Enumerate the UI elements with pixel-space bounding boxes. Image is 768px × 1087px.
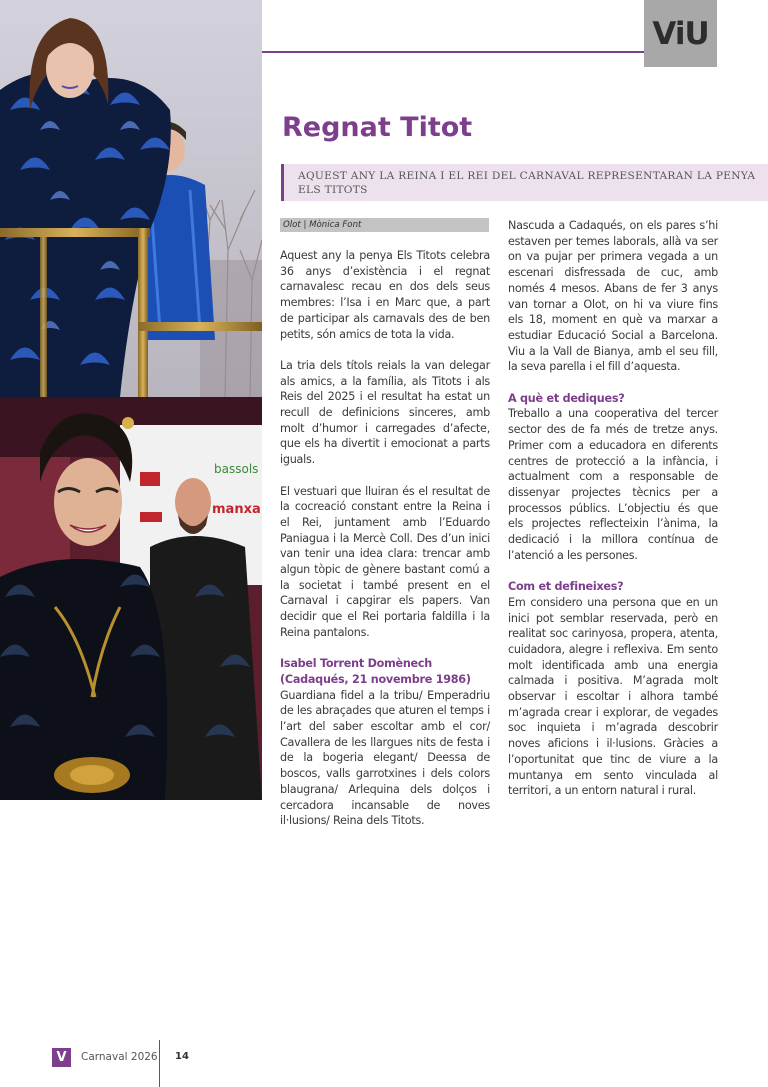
article-title: Regnat Titot bbox=[282, 112, 473, 143]
article-subtitle-band bbox=[281, 164, 768, 201]
photo-carnival-kings-top bbox=[0, 0, 262, 397]
article-column-left bbox=[280, 248, 490, 829]
paragraph-titles: La tria dels títols reials la van delegar als amics, a la família, als Titots i als Reis del 2025 i el resultat ha estat un recull de definicions sinceres, amb molt d’humor i carregades d’afecte, que els ha divertit i emocionat a parts iguals. bbox=[280, 358, 490, 467]
photo-carnival-kings-bottom bbox=[0, 397, 262, 800]
profile-heading: Isabel Torrent Domènech (Cadaqués, 21 novembre 1986) bbox=[280, 657, 471, 686]
question-heading-define: Com et defineixes? bbox=[508, 580, 624, 594]
paragraph-costume: El vestuari que lluiran és el resultat de la cocreació constant entre la Reina i el Rei, juntament amb l’Eduardo Paniagua i la Mercè Coll. Des d’un inici van tenir una idea clara: trencar amb algun tòpic de gènere bastant comú a la societat i també present en el Carnaval i capgirar els papers. Van decidir que el Rei portaria faldilla i la Reina pantalons. bbox=[280, 484, 490, 639]
banner-sign-manxa: manxa bbox=[212, 502, 261, 517]
viu-logo bbox=[644, 0, 717, 67]
article-column-right bbox=[508, 218, 718, 799]
answer-define: Em considero una persona que en un inici pot semblar reservada, però en realitat soc carinyosa, propera, atenta, cuidadora, alegre i reflexiva. Em sento molt identificada amb una energia calmada i positiva. M’agrada molt observar i escoltar i alhora també m’agrada crear i explorar, de vegades soc inquieta i m’agrada descobrir noves aficions i il·lusions. Gràcies a l’oportunitat que tinc de viure a la muntanya em sento vinculada al territori, a un entorn natural i rural. bbox=[508, 595, 718, 798]
header-rule bbox=[262, 51, 644, 53]
paragraph-biography: Nascuda a Cadaqués, on els pares s’hi estaven per temes laborals, allà va ser on va pujar per primera vegada a un escenari disfressada de cuc, amb només 4 mesos. Abans de fer 3 anys van tornar a Olot, on hi va viure fins els 18, moment en què va marxar a estudiar Educació Social a Barcelona. Viu a la Vall de Bianya, amb el seu fill, la seva parella i el fill d’aquesta. bbox=[508, 219, 718, 374]
article-subtitle: AQUEST ANY LA REINA I EL REI DEL CARNAVAL REPRESENTARAN LA PENYA ELS TITOTS bbox=[298, 170, 756, 196]
page-number: 14 bbox=[175, 1051, 189, 1062]
footer-logo: V bbox=[52, 1048, 71, 1067]
answer-work: Treballo a una cooperativa del tercer sector des de fa més de tretze anys. Primer com a educadora en diferents centres de protecció a la infància, i actualment com a responsable de dissenyar projectes tècnics per a processos públics. L’objectiu és que els projectes reflecteixin l’ànima, la dedicació i la millora contínua de l’atenció a les persones. bbox=[508, 407, 718, 562]
banner-sign-bassols: bassols bbox=[214, 462, 259, 476]
footer-section-label: Carnaval 2026 bbox=[81, 1051, 158, 1063]
subtitle-accent-bar bbox=[281, 164, 284, 201]
question-heading-work: A què et dediques? bbox=[508, 391, 625, 405]
paragraph-intro: Aquest any la penya Els Titots celebra 36 anys d’existència i el regnat carnavalesc recau en dos dels seus membres: l’Isa i en Marc que, a part de participar als carnavals des de ben petits, són amics de tota la vida. bbox=[280, 249, 490, 341]
footer-divider bbox=[159, 1040, 160, 1087]
viu-logo-text: ViU bbox=[652, 15, 709, 52]
article-byline: Olot | Mònica Font bbox=[280, 218, 489, 232]
paragraph-titles-list: Guardiana fidel a la tribu/ Emperadriu de les abraçades que aturen el temps i l’art del saber escoltar amb el cor/ Cavallera de les llargues nits de festa i de la bogeria elegant/ Deessa de boscos, valls garrotxines i dels colors blaugrana/ Arlequina dels dolços i cercadora incansable de noves il·lusions/ Reina dels Titots. bbox=[280, 688, 490, 828]
